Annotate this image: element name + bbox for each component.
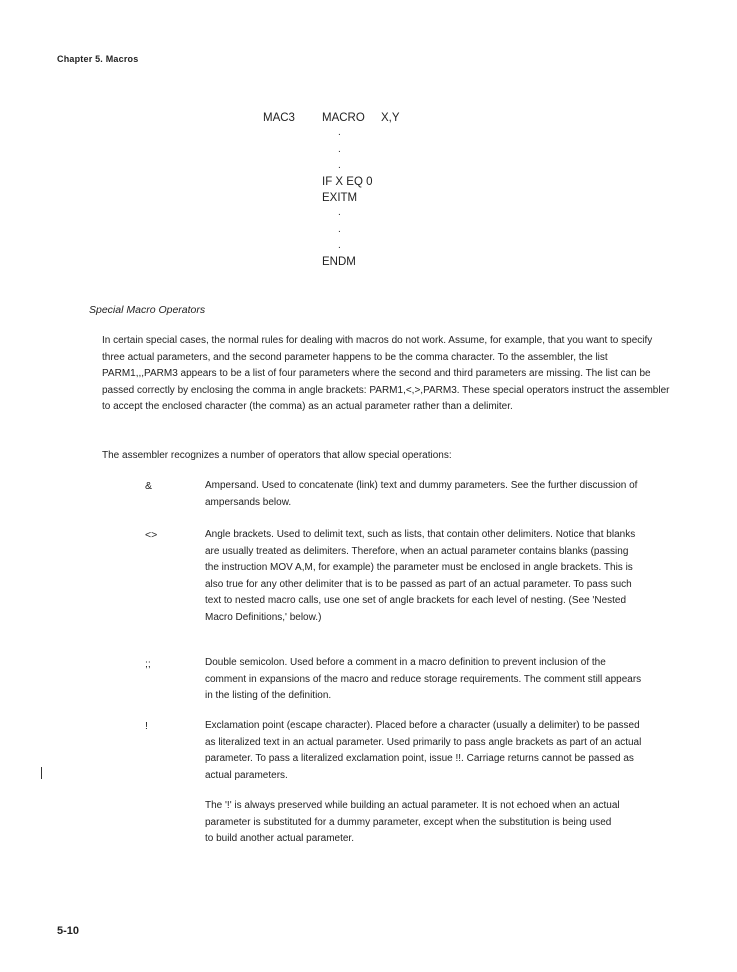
operator-description-angle-brackets: Angle brackets. Used to delimit text, such as lists, that contain other delimiters. Notice that blanks are usually treated as delimiters. Therefore, when an actual parameter contains blanks (passing the instruction MOV A,M, for example) the parameter must be enclosed in angle brackets. This is also true for any other delimiter that is to be passed as part of an actual parameter. To pass such text to nested macro calls, use one set of angle brackets for each level of nesting. (See 'Nested Macro Definitions,' below.) [205, 529, 636, 623]
code-if-line: IF X EQ 0 [322, 176, 373, 188]
change-bar [41, 767, 42, 779]
code-ellipsis-dot: . [338, 224, 341, 235]
intro-paragraph: In certain special cases, the normal rules for dealing with macros do not work. Assume, for example, that you want to specify three actual parameters, and the second parameter happens to be the comma character. To the assembler, the list PARM1,,,PARM3 appears to be a list of four parameters where the second and third parameters are missing. The list can be passed correctly by enclosing the comma in angle brackets: PARM1,<,>,PARM3. These special operators instruct the assembler to accept the enclosed character (the comma) as an actual parameter rather than a delimiter. [102, 335, 670, 412]
operator-symbol-double-semicolon: ;; [145, 658, 151, 670]
operator-symbol-exclamation: ! [145, 720, 148, 732]
operator-description-double-semicolon: Double semicolon. Used before a comment in a macro definition to prevent inclusion of the comment in expansions of the macro and reduce storage requirements. The comment still appears in the listing of the definition. [205, 657, 642, 701]
operator-description-exclamation: Exclamation point (escape character). Placed before a character (usually a delimiter) to be passed as literalized text in an actual parameter. Used primarily to pass angle brackets as part of an actual parameter. To pass a literalized exclamation point, issue !!. Carriage returns cannot be passed as actual parameters. [205, 720, 642, 781]
code-ellipsis-dot: . [338, 127, 341, 138]
code-ellipsis-dot: . [338, 160, 341, 171]
code-ellipsis-dot: . [338, 144, 341, 155]
chapter-header: Chapter 5. Macros [57, 54, 139, 64]
page-number: 5-10 [57, 925, 80, 937]
code-label: MAC3 [263, 112, 295, 124]
operator-symbol-angle-brackets: <> [145, 529, 158, 541]
note-paragraph: The '!' is always preserved while building an actual parameter. It is not echoed when an actual parameter is substituted for a dummy parameter, except when the substitution is being used to build another actual parameter. [205, 800, 620, 844]
operators-intro-paragraph: The assembler recognizes a number of operators that allow special operations: [102, 450, 452, 461]
code-endm: ENDM [322, 256, 356, 268]
operator-symbol-ampersand: & [145, 480, 153, 492]
operator-description-ampersand: Ampersand. Used to concatenate (link) text and dummy parameters. See the further discussion of ampersands below. [205, 480, 638, 508]
code-ellipsis-dot: . [338, 240, 341, 251]
section-heading: Special Macro Operators [89, 304, 206, 316]
code-exitm: EXITM [322, 192, 358, 204]
code-macro-keyword: MACRO [322, 112, 365, 124]
code-macro-params: X,Y [381, 112, 400, 124]
code-ellipsis-dot: . [338, 207, 341, 218]
